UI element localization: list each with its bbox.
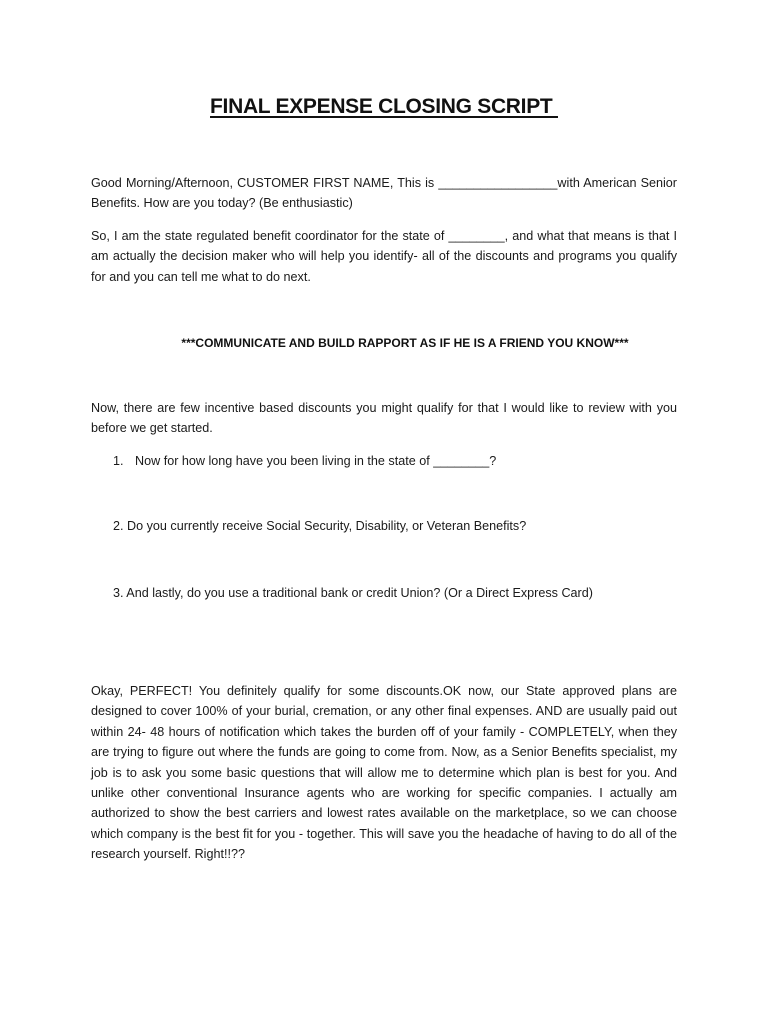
question-item [113, 451, 496, 471]
question-number: 1. [113, 454, 124, 468]
question-text: 3. And lastly, do you use a traditional bank or credit Union? (Or a Direct Express Card) [113, 586, 593, 600]
question-text: 2. Do you currently receive Social Security, Disability, or Veteran Benefits? [113, 519, 527, 533]
question-text: Now for how long have you been living in the state of ________? [135, 454, 497, 468]
closing-paragraph: Okay, PERFECT! You definitely qualify for some discounts.OK now, our State approved plans are designed to cover 100% of your burial, cremation, or any other final expenses. AND are usually paid out within 24- 48 hours of notification which takes the burden off of your family - COMPLETELY, when they are trying to figure out where the funds are going to come from. Now, as a Senior Benefits specialist, my job is to ask you some basic questions that will allow me to determine which plan is best for you. And unlike other conventional Insurance agents who are working for specific companies. I actually am authorized to show the best carriers and lowest rates available on the marketplace, so we can choose which company is the best fit for you - together. This will save you the headache of having to do all of the research yourself. Right!!?? [91, 684, 677, 862]
greeting-paragraph: Good Morning/Afternoon, CUSTOMER FIRST NAME, This is _________________with American Senior Benefits. How are you today? (Be enthusiastic) [91, 176, 677, 211]
intro-paragraph: So, I am the state regulated benefit coordinator for the state of ________, and what that means is that I am actually the decision maker who will help you identify- all of the discounts and programs you qualify for and you can tell me what to do next. [91, 229, 677, 284]
rapport-note: ***COMMUNICATE AND BUILD RAPPORT AS IF HE IS A FRIEND YOU KNOW*** [181, 336, 629, 350]
document-title: FINAL EXPENSE CLOSING SCRIPT [210, 95, 558, 118]
question-item [113, 583, 593, 603]
discount-intro-paragraph: Now, there are few incentive based discounts you might qualify for that I would like to review with you before we get started. [91, 401, 677, 436]
question-item [113, 516, 526, 536]
